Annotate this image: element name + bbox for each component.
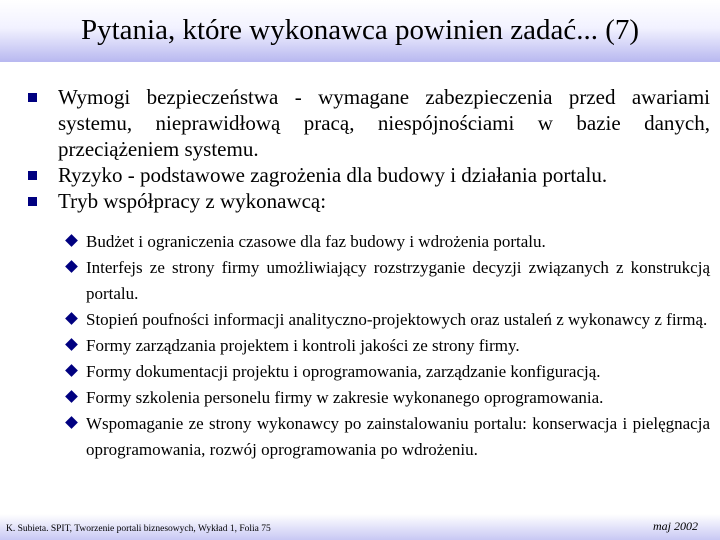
sub-bullet-text: Budżet i ograniczenia czasowe dla faz budowy i wdrożenia portalu. — [86, 232, 546, 251]
bullet-list — [28, 84, 710, 214]
diamond-bullet-icon — [64, 307, 86, 333]
sub-bullet-item — [64, 333, 710, 359]
square-bullet-icon — [28, 84, 58, 162]
footer-date: maj 2002 — [653, 519, 698, 533]
diamond-bullet-icon — [64, 411, 86, 463]
sub-bullet-text: Wspomaganie ze strony wykonawcy po zainstalowaniu portalu: konserwacja i pielęgnacja oprogramowania, rozwój oprogramowania po wdrożeniu. — [86, 414, 710, 459]
footer-citation: K. Subieta. SPIT, Tworzenie portali biznesowych, Wykład 1, Folia 75 — [6, 524, 271, 534]
square-bullet-icon — [28, 188, 58, 214]
diamond-bullet-icon — [64, 333, 86, 359]
sub-bullet-list — [64, 229, 710, 463]
sub-bullet-item — [64, 307, 710, 333]
sub-bullet-text: Formy zarządzania projektem i kontroli jakości ze strony firmy. — [86, 336, 520, 355]
sub-bullet-text: Formy szkolenia personelu firmy w zakresie wykonanego oprogramowania. — [86, 388, 604, 407]
sub-bullet-text: Stopień poufności informacji analityczno-projektowych oraz ustaleń z wykonawcy z firmą. — [86, 310, 708, 329]
sub-bullet-item — [64, 359, 710, 385]
sub-bullet-item — [64, 229, 710, 255]
sub-bullet-text: Formy dokumentacji projektu i oprogramowania, zarządzanie konfiguracją. — [86, 362, 601, 381]
bullet-item — [28, 84, 710, 162]
square-bullet-icon — [28, 162, 58, 188]
slide-title: Pytania, które wykonawca powinien zadać... (7) — [80, 14, 640, 46]
diamond-bullet-icon — [64, 255, 86, 307]
diamond-bullet-icon — [64, 359, 86, 385]
bullet-item — [28, 188, 710, 214]
diamond-bullet-icon — [64, 229, 86, 255]
sub-bullet-text: Interfejs ze strony firmy umożliwiający rozstrzyganie decyzji związanych z konstrukcją portalu. — [86, 258, 710, 303]
sub-bullet-item — [64, 411, 710, 463]
bullet-item — [28, 162, 710, 188]
bullet-text: Ryzyko - podstawowe zagrożenia dla budowy i działania portalu. — [58, 163, 608, 187]
sub-bullet-item — [64, 255, 710, 307]
sub-bullet-item — [64, 385, 710, 411]
bullet-text: Tryb współpracy z wykonawcą: — [58, 189, 327, 213]
diamond-bullet-icon — [64, 385, 86, 411]
bullet-text: Wymogi bezpieczeństwa - wymagane zabezpieczenia przed awariami systemu, nieprawidłową pracą, niespójnościami w bazie danych, przeciążeniem systemu. — [58, 85, 710, 161]
